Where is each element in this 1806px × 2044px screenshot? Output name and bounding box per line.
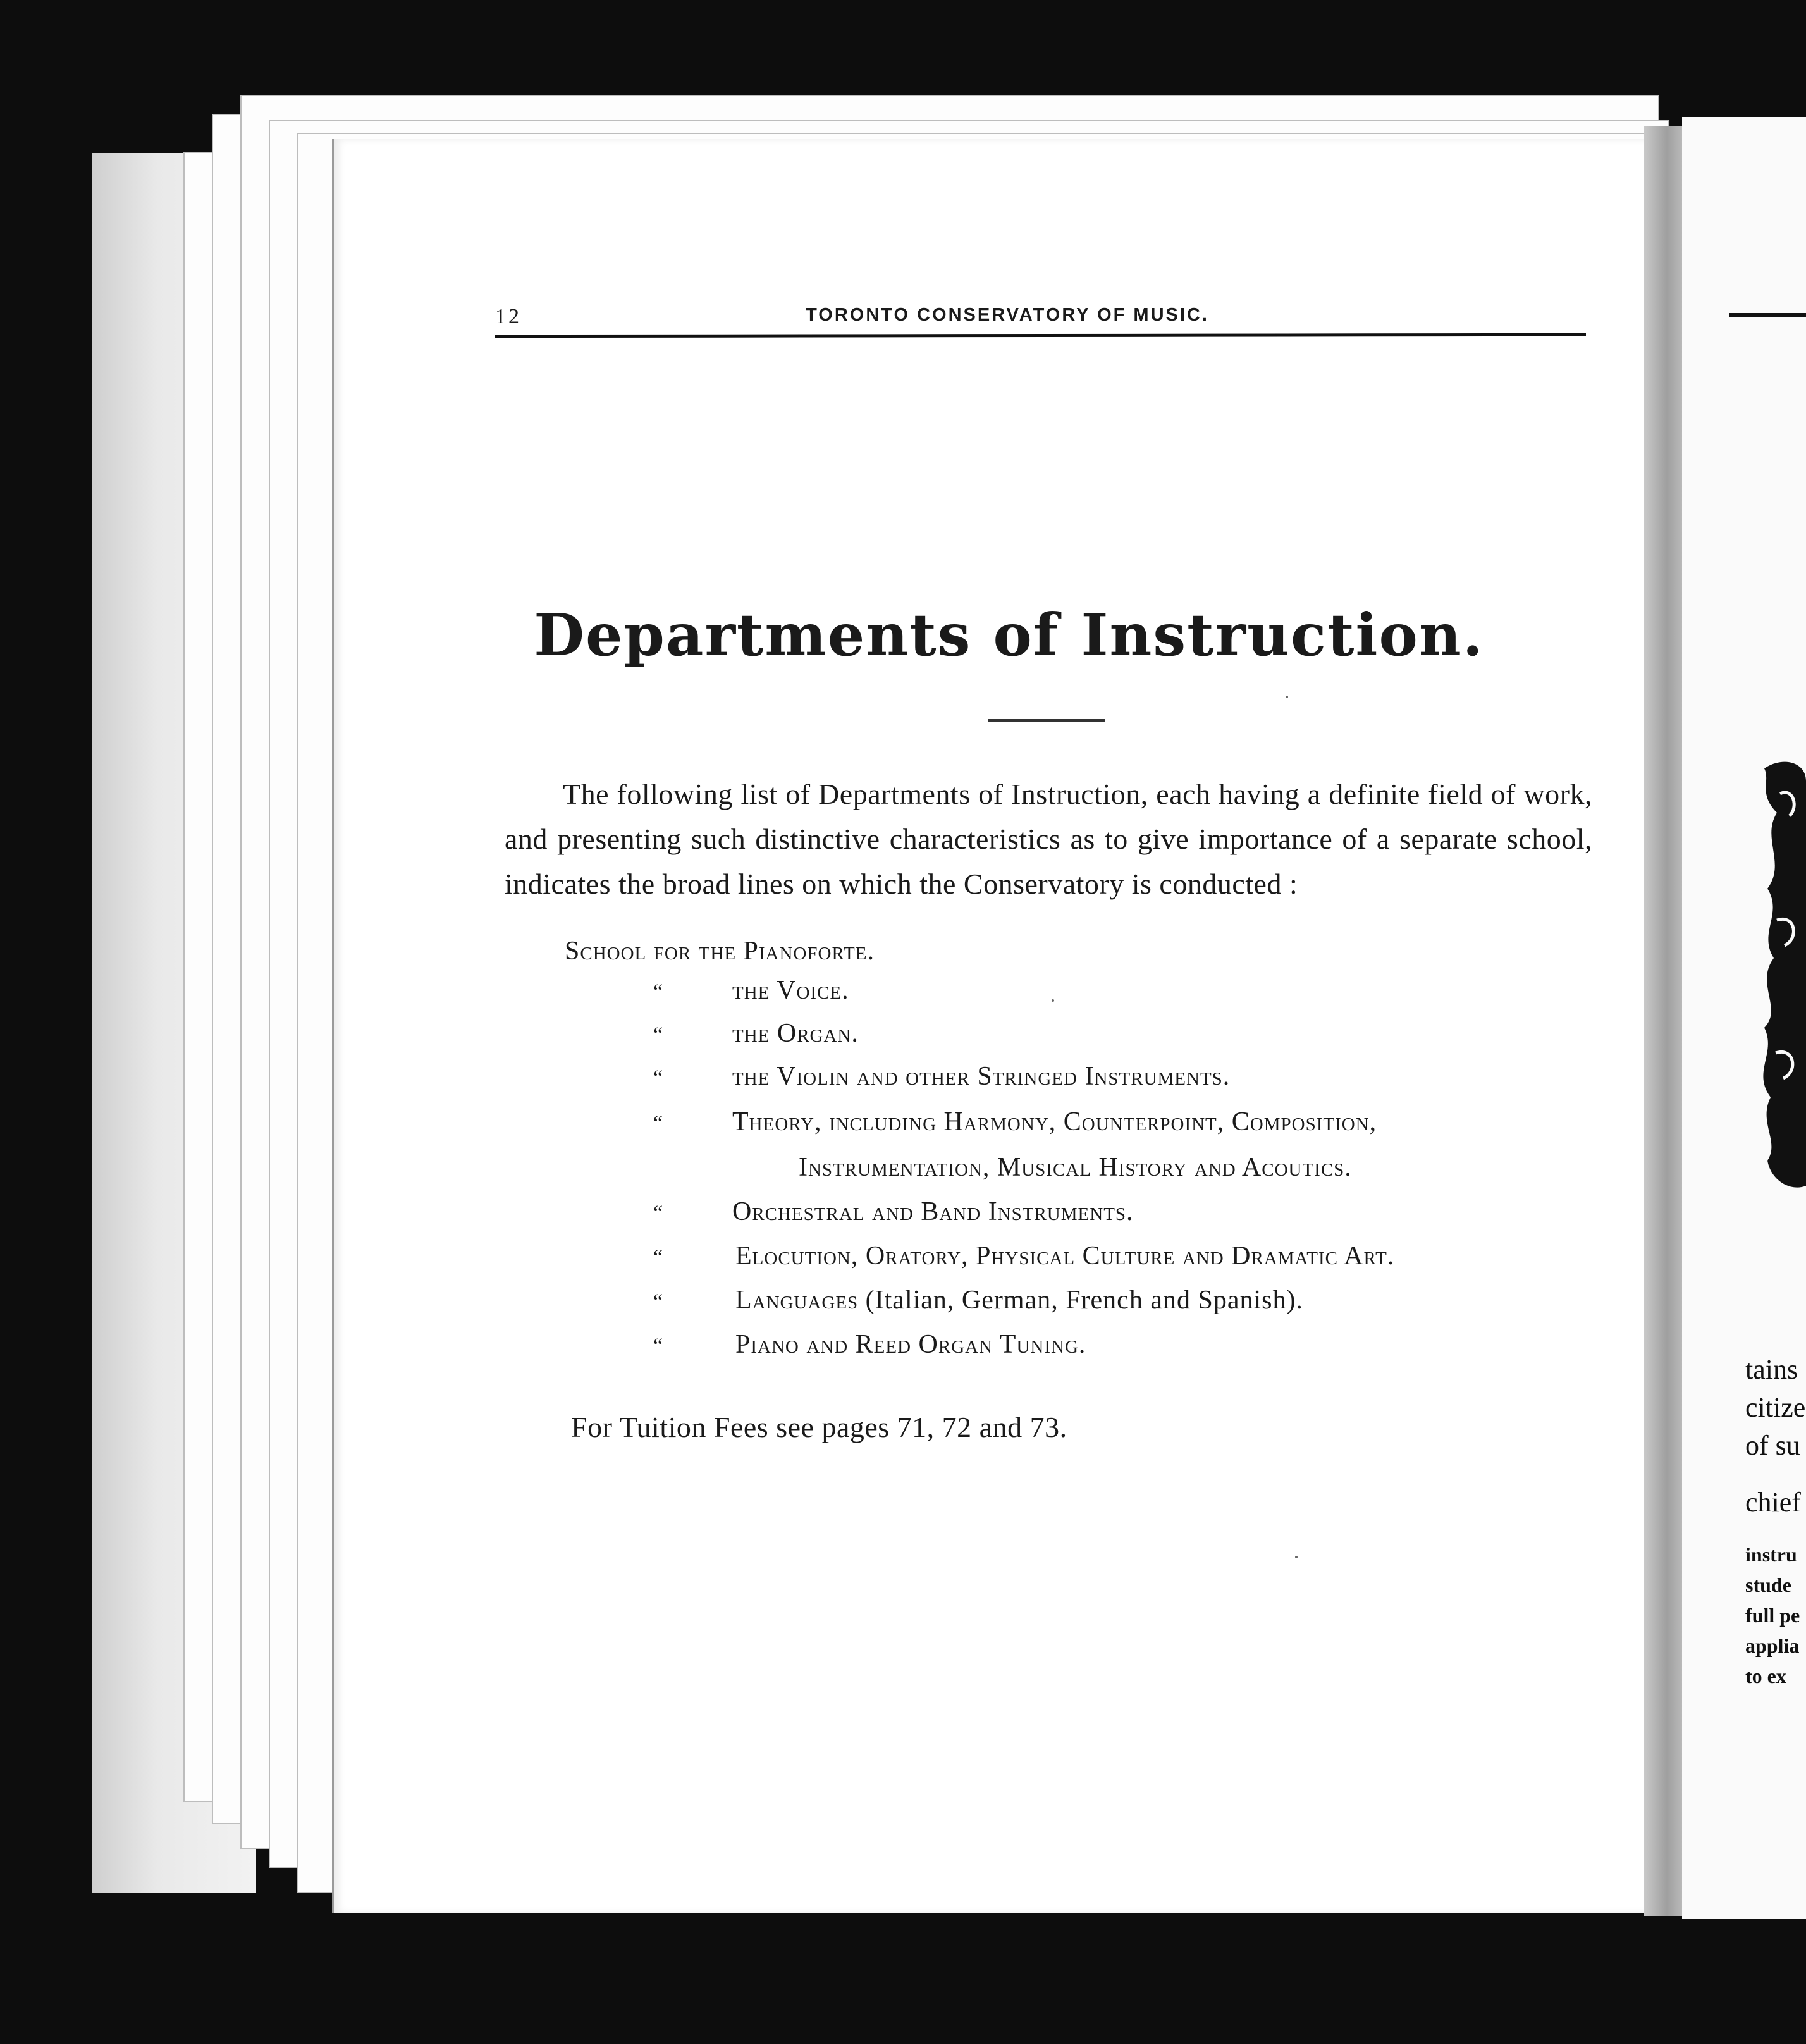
ditto-mark: “: [653, 1066, 663, 1090]
ditto-mark: “: [653, 1202, 663, 1225]
tuition-fees-note: For Tuition Fees see pages 71, 72 and 73.: [571, 1411, 1067, 1443]
right-page-edge: [1682, 117, 1806, 1919]
ditto-mark: “: [653, 1023, 663, 1047]
running-head: [495, 305, 1583, 349]
right-page-text-fragment: instru: [1745, 1543, 1797, 1566]
ditto-mark: “: [653, 1334, 663, 1358]
page-title: Departments of Instruction.: [534, 601, 1484, 669]
page-number: 12: [495, 305, 522, 328]
department-item: Theory, including Harmony, Counterpoint, Composition,: [732, 1107, 1377, 1136]
paper-speck: [1295, 1556, 1298, 1558]
ditto-mark: “: [653, 1246, 663, 1269]
ditto-mark: “: [653, 980, 663, 1004]
right-page-text-fragment: full pe: [1745, 1604, 1800, 1627]
ditto-mark: “: [653, 1290, 663, 1314]
paper-speck: [1286, 696, 1288, 698]
paper-speck: [1052, 999, 1054, 1002]
right-page-text-fragment: citize: [1745, 1392, 1806, 1423]
left-page: [332, 139, 1684, 1913]
department-item: Orchestral and Band Instruments.: [732, 1197, 1134, 1226]
intro-paragraph: The following list of Departments of Instruction, each having a definite field of work, and presenting such distinctive characteristics as to give importance of a separate school, indicates the broad lines on which the Conservatory is conducted :: [505, 778, 1592, 900]
right-page-text-fragment: chief: [1745, 1487, 1801, 1518]
running-title: TORONTO CONSERVATORY OF MUSIC.: [806, 305, 1209, 325]
department-item: School for the Pianoforte.: [565, 937, 875, 966]
right-page-text-fragment: of su: [1745, 1430, 1800, 1461]
ornament-icon: [1745, 756, 1806, 1198]
department-item: Elocution, Oratory, Physical Culture and Dramatic Art.: [735, 1241, 1395, 1271]
department-item: the Voice.: [732, 976, 849, 1005]
department-item-continuation: Instrumentation, Musical History and Acoutics.: [799, 1153, 1352, 1182]
title-rule: [988, 719, 1105, 722]
right-page-rule: [1729, 313, 1806, 317]
right-page-text-fragment: tains: [1745, 1354, 1798, 1385]
ditto-mark: “: [653, 1112, 663, 1135]
department-item: Piano and Reed Organ Tuning.: [735, 1330, 1086, 1359]
department-item: the Organ.: [732, 1019, 859, 1048]
right-page-text-fragment: applia: [1745, 1634, 1800, 1657]
department-item-label: Languages: [735, 1286, 859, 1315]
department-item: the Violin and other Stringed Instruments.: [732, 1062, 1231, 1091]
right-page-text-fragment: stude: [1745, 1573, 1791, 1596]
department-item-detail: (Italian, German, French and Spanish).: [865, 1286, 1303, 1315]
department-item: [735, 1285, 1303, 1315]
right-page-text-fragment: to ex: [1745, 1665, 1786, 1687]
